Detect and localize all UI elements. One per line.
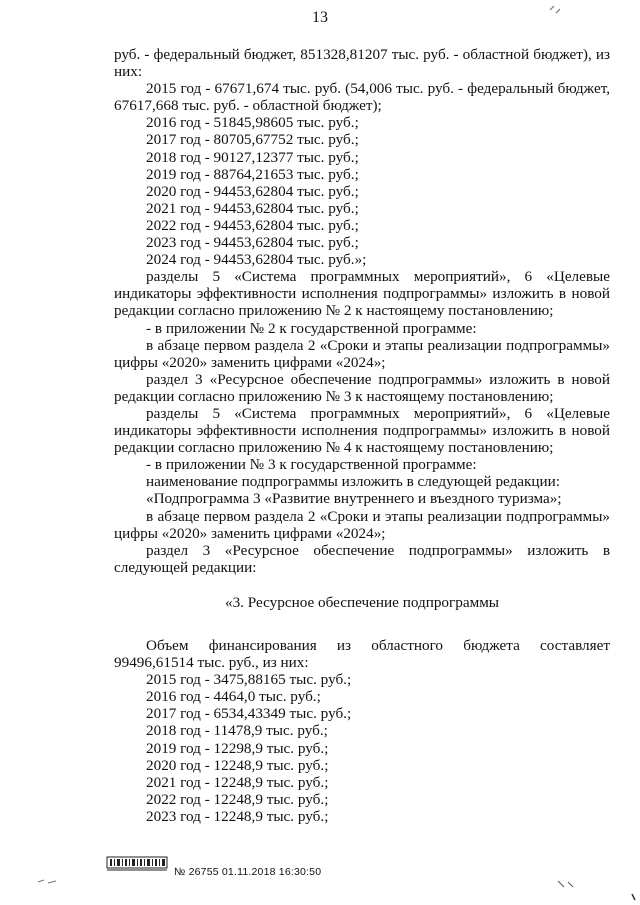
paragraph: 2020 год - 12248,9 тыс. руб.;: [146, 756, 329, 774]
paragraph: 2022 год - 12248,9 тыс. руб.;: [146, 790, 329, 808]
section-heading: «3. Ресурсное обеспечение подпрограммы: [224, 593, 500, 611]
paragraph: 2024 год - 94453,62804 тыс. руб.»;: [146, 251, 367, 269]
paragraph: 2019 год - 12298,9 тыс. руб.;: [146, 739, 329, 757]
document-body: [114, 46, 610, 825]
paragraph: в абзаце первом раздела 2 «Сроки и этапы реализации подпрограммы» цифры «2020» заменить цифрами «2024»;: [114, 507, 610, 542]
scan-mark-icon: [630, 892, 638, 902]
paragraph: 2022 год - 94453,62804 тыс. руб.;: [146, 216, 359, 234]
paragraph: разделы 5 «Система программных мероприятий», 6 «Целевые индикаторы эффективности исполнения подпрограммы» изложить в новой редакции согласно приложению № 2 к настоящему постановлению;: [114, 268, 610, 320]
page-number: 13: [312, 9, 328, 26]
paragraph: 2018 год - 90127,12377 тыс. руб.;: [146, 148, 359, 166]
paragraph: 2017 год - 80705,67752 тыс. руб.;: [146, 131, 359, 149]
scan-mark-icon: [556, 878, 576, 890]
paragraph: 2019 год - 88764,21653 тыс. руб.;: [146, 165, 359, 183]
paragraph: 2020 год - 94453,62804 тыс. руб.;: [146, 182, 359, 200]
scan-mark-icon: [36, 876, 60, 886]
paragraph: разделы 5 «Система программных мероприятий», 6 «Целевые индикаторы эффективности исполнения подпрограммы» изложить в новой редакции согласно приложению № 4 к настоящему постановлению;: [114, 404, 610, 457]
paragraph: «Подпрограмма 3 «Развитие внутреннего и въездного туризма»;: [146, 490, 562, 508]
scan-mark-icon: [548, 4, 562, 16]
paragraph: 2017 год - 6534,43349 тыс. руб.;: [146, 705, 352, 723]
paragraph: 2015 год - 3475,88165 тыс. руб.;: [146, 671, 352, 689]
registration-footer: № 26755 01.11.2018 16:30:50: [174, 866, 322, 878]
paragraph: - в приложении № 3 к государственной программе:: [146, 456, 477, 474]
paragraph: 2015 год - 67671,674 тыс. руб. (54,006 тыс. руб. - федеральный бюджет, 67617,668 тыс. руб. - областной бюджет);: [114, 80, 610, 115]
paragraph: руб. - федеральный бюджет, 851328,81207 тыс. руб. - областной бюджет), из них:: [114, 46, 610, 81]
registration-stamp-icon: [106, 854, 168, 872]
paragraph: 2018 год - 11478,9 тыс. руб.;: [146, 722, 328, 740]
paragraph: - в приложении № 2 к государственной программе:: [146, 319, 477, 337]
paragraph: Объем финансирования из областного бюджета составляет 99496,61514 тыс. руб., из них:: [114, 637, 610, 672]
paragraph: 2016 год - 51845,98605 тыс. руб.;: [146, 114, 359, 132]
paragraph: 2021 год - 12248,9 тыс. руб.;: [146, 773, 329, 791]
paragraph: 2021 год - 94453,62804 тыс. руб.;: [146, 199, 359, 217]
paragraph: 2023 год - 94453,62804 тыс. руб.;: [146, 234, 359, 252]
paragraph: 2016 год - 4464,0 тыс. руб.;: [146, 688, 321, 706]
paragraph: раздел 3 «Ресурсное обеспечение подпрограммы» изложить в следующей редакции:: [114, 541, 610, 576]
paragraph: наименование подпрограммы изложить в следующей редакции:: [146, 473, 561, 491]
paragraph: 2023 год - 12248,9 тыс. руб.;: [146, 807, 329, 825]
paragraph: в абзаце первом раздела 2 «Сроки и этапы реализации подпрограммы» цифры «2020» заменить цифрами «2024»;: [114, 336, 610, 371]
paragraph: раздел 3 «Ресурсное обеспечение подпрограммы» изложить в новой редакции согласно приложению № 3 к настоящему постановлению;: [114, 370, 610, 405]
